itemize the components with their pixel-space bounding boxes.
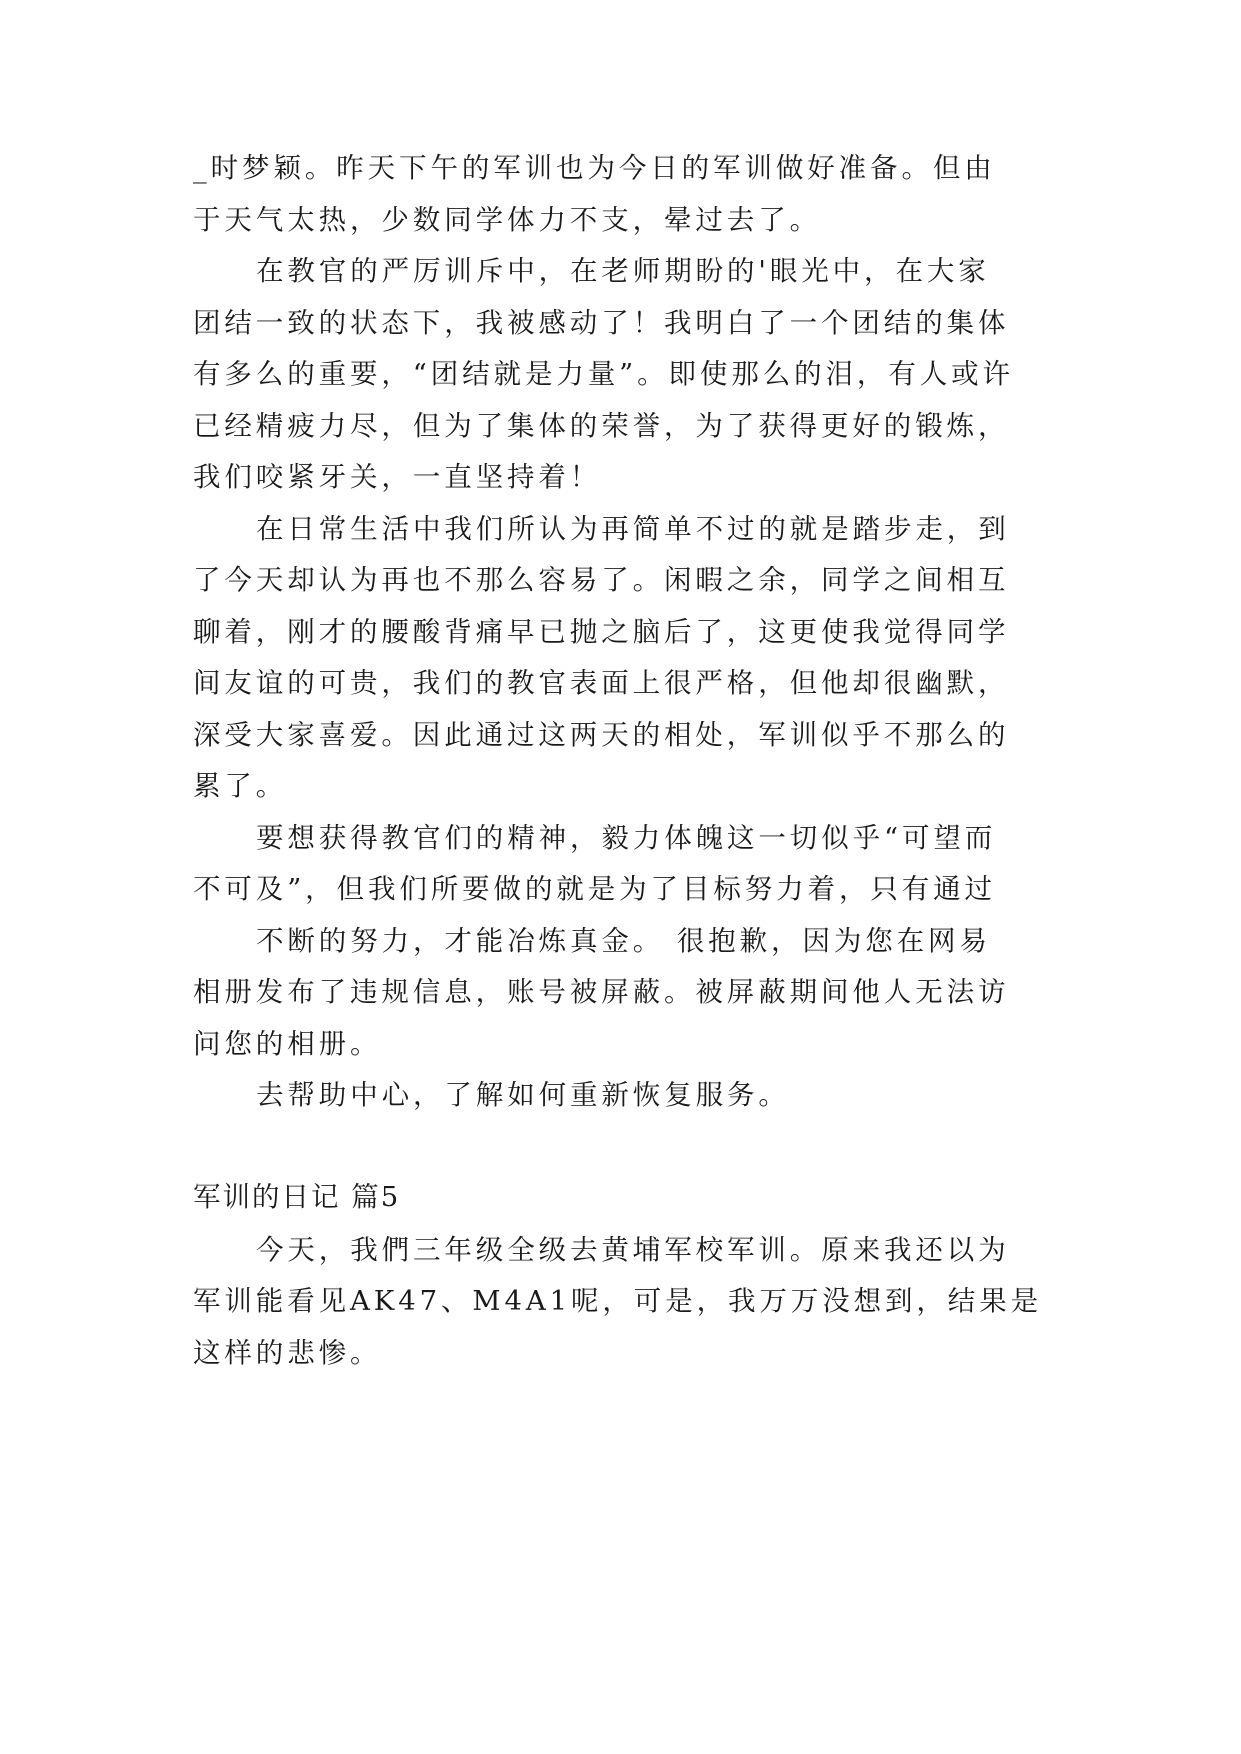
text-line: 已经精疲力尽，但为了集体的荣誉，为了获得更好的锻炼，: [193, 410, 1010, 442]
text-line: 不可及”，但我们所要做的就是为了目标努力着，只有通过: [193, 873, 996, 905]
text-line: 聊着，刚才的腰酸背痛早已抛之脑后了，这更使我觉得同学: [193, 616, 1010, 648]
paragraph-start-line: 在教官的严厉训斥中，在老师期盼的'眼光中，在大家: [256, 255, 990, 287]
text-line: 深受大家喜爱。因此通过这两天的相处，军训似乎不那么的: [193, 719, 1010, 751]
paragraph-start-line: 在日常生活中我们所认为再简单不过的就是踏步走，到: [256, 513, 1010, 545]
paragraph-start-line: 去帮助中心，了解如何重新恢复服务。: [256, 1079, 790, 1111]
text-line: 这样的悲惨。: [193, 1337, 382, 1369]
paragraph-start-line: 今天，我們三年级全级去黄埔军校军训。原来我还以为: [256, 1234, 1010, 1266]
text-line: 军训能看见AK47、M4A1呢，可是，我万万没想到，结果是: [193, 1285, 1043, 1317]
text-line: 问您的相册。: [193, 1028, 382, 1060]
text-line: 于天气太热，少数同学体力不支，晕过去了。: [193, 204, 821, 236]
paragraph-start-line: 不断的努力，才能冶炼真金。 很抱歉，因为您在网易: [256, 925, 991, 957]
text-line: 我们咬紧牙关，一直坚持着！: [193, 461, 602, 493]
text-line: _时梦颖。昨天下午的军训也为今日的军训做好准备。但由: [193, 152, 996, 184]
text-line: 累了。: [193, 770, 288, 802]
text-line: 相册发布了违规信息，账号被屏蔽。被屏蔽期间他人无法访: [193, 976, 1010, 1008]
text-line: 有多么的重要，“团结就是力量”。即使那么的泪，有人或许: [193, 358, 1014, 390]
section-heading: 军训的日记 篇5: [193, 1181, 401, 1213]
paragraph-start-line: 要想获得教官们的精神，毅力体魄这一切似乎“可望而: [256, 822, 997, 854]
text-line: 团结一致的状态下，我被感动了！我明白了一个团结的集体: [193, 307, 1010, 339]
text-line: 了今天却认为再也不那么容易了。闲暇之余，同学之间相互: [193, 564, 1010, 596]
text-line: 间友谊的可贵，我们的教官表面上很严格，但他却很幽默，: [193, 667, 1010, 699]
